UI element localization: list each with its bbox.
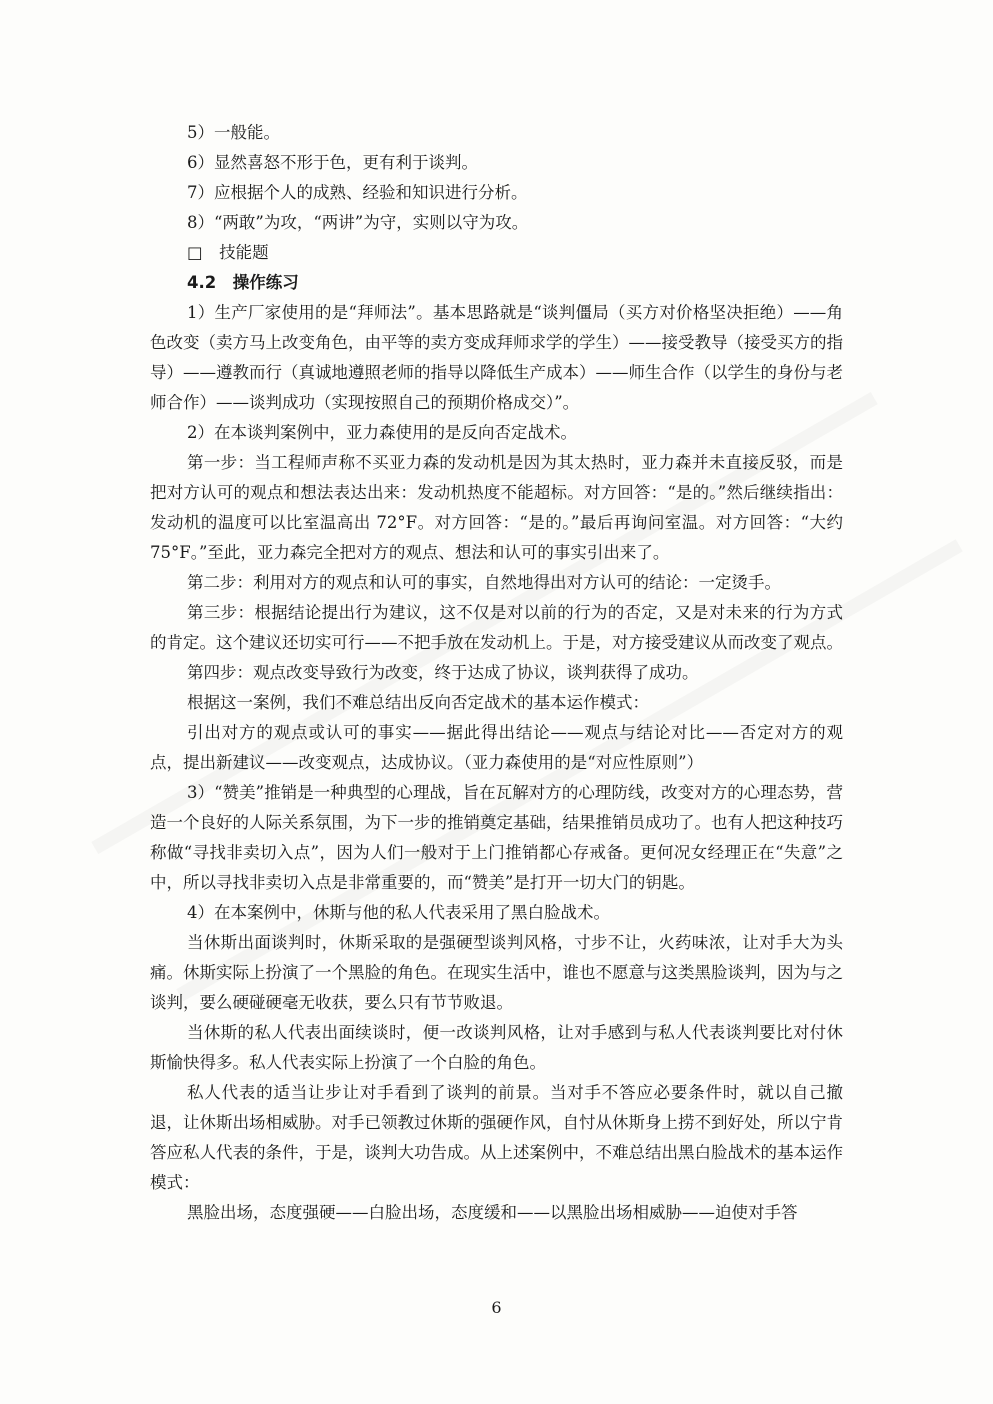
- paragraph-white-face: 当休斯的私人代表出面续谈时，便一改谈判风格，让对手感到与私人代表谈判要比对付休斯愉快得多。私人代表实际上扮演了一个白脸的角色。: [150, 1023, 843, 1072]
- document-body: [150, 118, 843, 1228]
- paragraph-answer-7: 7）应根据个人的成熟、经验和知识进行分析。: [187, 183, 528, 202]
- paragraph-answer-6: 6）显然喜怒不形于色，更有利于谈判。: [187, 153, 478, 172]
- paragraph-exercise-2: 2）在本谈判案例中，亚力森使用的是反向否定战术。: [187, 423, 577, 442]
- paragraph-black-face: 当休斯出面谈判时，休斯采取的是强硬型谈判风格，寸步不让，火药味浓，让对手大为头痛。休斯实际上扮演了一个黑脸的角色。在现实生活中，谁也不愿意与这类黑脸谈判，因为与之谈判，要么硬碰硬毫无收获，要么只有节节败退。: [150, 933, 843, 1012]
- paragraph-exercise-1: 1）生产厂家使用的是“拜师法”。基本思路就是“谈判僵局（买方对价格坚决拒绝）——角色改变（卖方马上改变角色，由平等的卖方变成拜师求学的学生）——接受教导（接受买方的指导）——遵教而行（真诚地遵照老师的指导以降低生产成本）——师生合作（以学生的身份与老师合作）——谈判成功（实现按照自己的预期价格成交）”。: [150, 303, 843, 412]
- paragraph-step-4: 第四步：观点改变导致行为改变，终于达成了协议，谈判获得了成功。: [187, 663, 699, 682]
- paragraph-exercise-3: 3）“赞美”推销是一种典型的心理战，旨在瓦解对方的心理防线，改变对方的心理态势，营造一个良好的人际关系氛围，为下一步的推销奠定基础，结果推销员成功了。也有人把这种技巧称做“寻找非卖切入点”，因为人们一般对于上门推销都心存戒备。更何况女经理正在“失意”之中，所以寻找非卖切入点是非常重要的，而“赞美”是打开一切大门的钥匙。: [150, 783, 843, 892]
- paragraph-answer-5: 5）一般能。: [187, 123, 280, 142]
- paragraph-step-1: 第一步：当工程师声称不买亚力森的发动机是因为其太热时，亚力森并未直接反驳，而是把对方认可的观点和想法表达出来：发动机热度不能超标。对方回答：“是的。”然后继续指出：发动机的温度可以比室温高出 72°F。对方回答：“是的。”最后再询问室温。对方回答：“大约 75°F。”至此，亚力森完全把对方的观点、想法和认可的事实引出来了。: [150, 453, 843, 562]
- paragraph-step-2: 第二步：利用对方的观点和认可的事实，自然地得出对方认可的结论：一定烫手。: [187, 573, 781, 592]
- section-heading-4-2: 4.2 操作练习: [187, 273, 299, 292]
- section-skill-questions: □ 技能题: [187, 243, 269, 262]
- paragraph-summary-intro: 根据这一案例，我们不难总结出反向否定战术的基本运作模式：: [187, 693, 649, 712]
- paragraph-pattern-tail: 黑脸出场，态度强硬——白脸出场，态度缓和——以黑脸出场相威胁——迫使对手答: [187, 1203, 798, 1222]
- paragraph-answer-8: 8）“两敢”为攻，“两讲”为守，实则以守为攻。: [187, 213, 529, 232]
- paragraph-summary-pattern: 引出对方的观点或认可的事实——据此得出结论——观点与结论对比——否定对方的观点，提出新建议——改变观点，达成协议。（亚力森使用的是“对应性原则”）: [150, 723, 843, 772]
- paragraph-exercise-4: 4）在本案例中，休斯与他的私人代表采用了黑白脸战术。: [187, 903, 610, 922]
- paragraph-step-3: 第三步：根据结论提出行为建议，这不仅是对以前的行为的否定，又是对未来的行为方式的肯定。这个建议还切实可行——不把手放在发动机上。于是，对方接受建议从而改变了观点。: [150, 603, 843, 652]
- page-number: 6: [491, 1298, 502, 1317]
- paragraph-concession: 私人代表的适当让步让对手看到了谈判的前景。当对手不答应必要条件时，就以自己撤退，让休斯出场相威胁。对手已领教过休斯的强硬作风，自忖从休斯身上捞不到好处，所以宁肯答应私人代表的条件，于是，谈判大功告成。从上述案例中，不难总结出黑白脸战术的基本运作模式：: [150, 1083, 843, 1192]
